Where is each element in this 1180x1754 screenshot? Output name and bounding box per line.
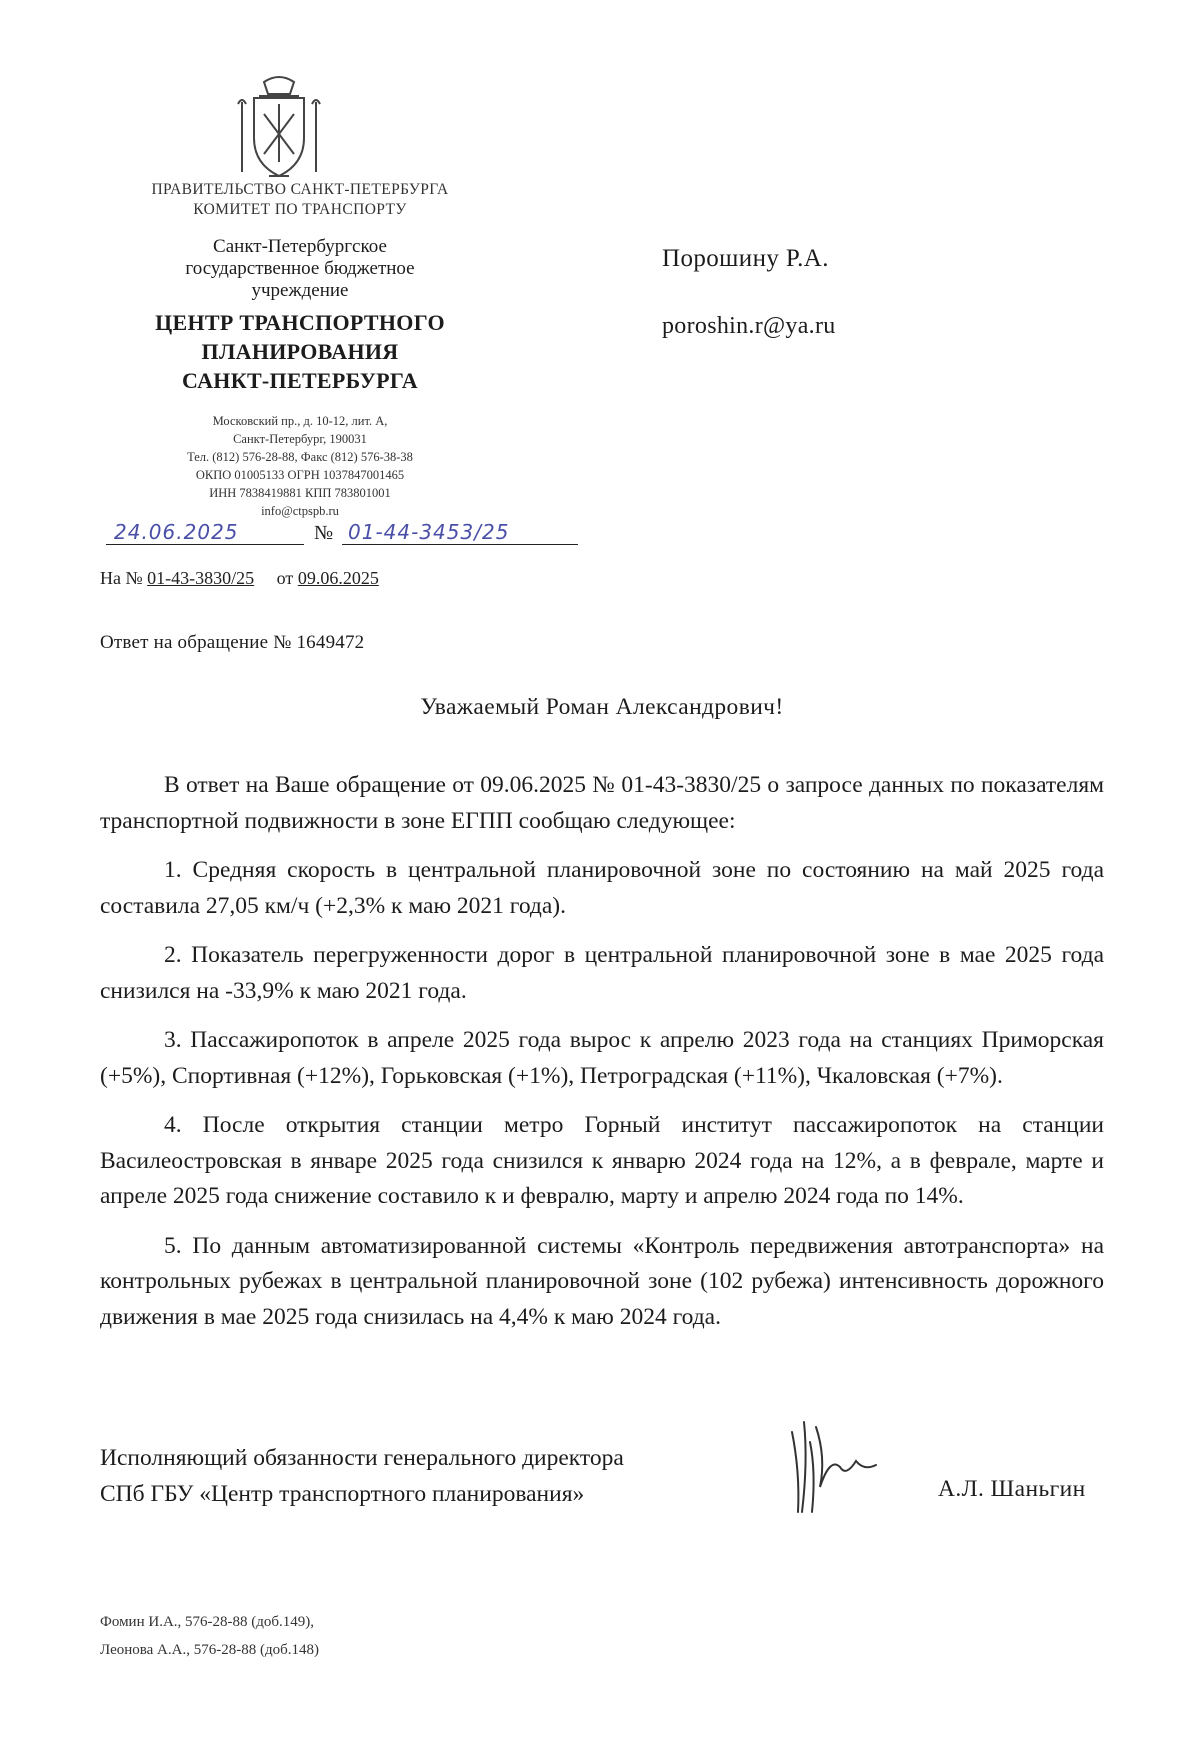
registration-number: 01-44-3453/25 (342, 520, 578, 545)
executors (100, 1608, 319, 1664)
letter-subject: Ответ на обращение № 1649472 (100, 632, 365, 653)
org-type-line: учреждение (251, 280, 349, 301)
okpo-ogrn-line: ОКПО 01005133 ОГРН 1037847001465 (195, 468, 405, 482)
reference-line (100, 568, 379, 589)
executor-line: Фомин И.А., 576-28-88 (доб.149), (100, 1614, 315, 1630)
org-type-line: Санкт-Петербургское (213, 236, 387, 257)
registration-number-label: № (314, 522, 334, 544)
org-name-line: САНКТ-ПЕТЕРБУРГА (182, 368, 418, 393)
addressee-email: poroshin.r@ya.ru (662, 313, 836, 339)
outgoing-registration (106, 518, 576, 552)
government-header (100, 180, 500, 220)
email-line: info@ctpspb.ru (261, 504, 339, 518)
organization-line: СПб ГБУ «Центр транспортного планирования» (100, 1481, 585, 1507)
letter-body (100, 768, 1104, 1349)
reference-prefix: На № (100, 568, 143, 588)
signatory-name: А.Л. Шаньгин (938, 1476, 1086, 1502)
reference-date: 09.06.2025 (297, 568, 379, 588)
org-name-line: ПЛАНИРОВАНИЯ (201, 339, 399, 364)
body-paragraph: 2. Показатель перегруженности дорог в центральной планировочной зоне в мае 2025 года снизился на -33,9% к маю 2021 года. (100, 942, 1104, 1004)
signatory-position (100, 1440, 624, 1512)
body-paragraph: 3. Пассажиропоток в апреле 2025 года вырос к апрелю 2023 года на станциях Приморская (+5%), Спортивная (+12%), Горьковская (+1%), Петроградская (+11%), Чкаловская (+7%). (100, 1027, 1104, 1089)
coat-of-arms-emblem (234, 74, 324, 184)
contact-details (110, 412, 490, 520)
organization-name (100, 308, 500, 395)
addressee-name: Порошину Р.А. (662, 245, 829, 272)
executor-line: Леонова А.А., 576-28-88 (доб.148) (100, 1642, 319, 1658)
body-paragraph: 1. Средняя скорость в центральной планировочной зоне по состоянию на май 2025 года составила 27,05 км/ч (+2,3% к маю 2021 года). (100, 857, 1104, 919)
handwritten-signature (782, 1402, 902, 1532)
reference-number: 01-43-3830/25 (147, 568, 255, 588)
government-name: ПРАВИТЕЛЬСТВО САНКТ-ПЕТЕРБУРГА (151, 181, 449, 198)
position-line: Исполняющий обязанности генерального директора (100, 1445, 624, 1471)
committee-name: КОМИТЕТ ПО ТРАНСПОРТУ (193, 201, 407, 218)
inn-kpp-line: ИНН 7838419881 КПП 783801001 (209, 486, 391, 500)
organization-type (100, 236, 500, 302)
phone-fax-line: Тел. (812) 576-28-88, Факс (812) 576-38-38 (187, 450, 413, 464)
city-line: Санкт-Петербург, 190031 (233, 432, 367, 446)
body-paragraph: 4. После открытия станции метро Горный институт пассажиропоток на станции Василеостровская в январе 2025 года снизился к январю 2024 года на 12%, а в феврале, марте и апреле 2025 года снижение составило к и февралю, марту и апрелю 2024 года по 14%. (100, 1112, 1104, 1209)
org-name-line: ЦЕНТР ТРАНСПОРТНОГО (155, 310, 445, 335)
org-type-line: государственное бюджетное (185, 258, 415, 279)
intro-paragraph: В ответ на Ваше обращение от 09.06.2025 № 01-43-3830/25 о запросе данных по показателям транспортной подвижности в зоне ЕГПП сообщаю следующее: (100, 772, 1104, 834)
reference-from: от (276, 568, 294, 588)
body-paragraph: 5. По данным автоматизированной системы «Контроль передвижения автотранспорта» на контрольных рубежах в центральной планировочной зоне (102 рубежа) интенсивность дорожного движения в мае 2025 года снизилась на 4,4% к маю 2024 года. (100, 1232, 1104, 1330)
greeting: Уважаемый Роман Александрович! (420, 694, 784, 720)
address-line: Московский пр., д. 10-12, лит. А, (212, 414, 388, 428)
registration-date: 24.06.2025 (106, 520, 304, 545)
